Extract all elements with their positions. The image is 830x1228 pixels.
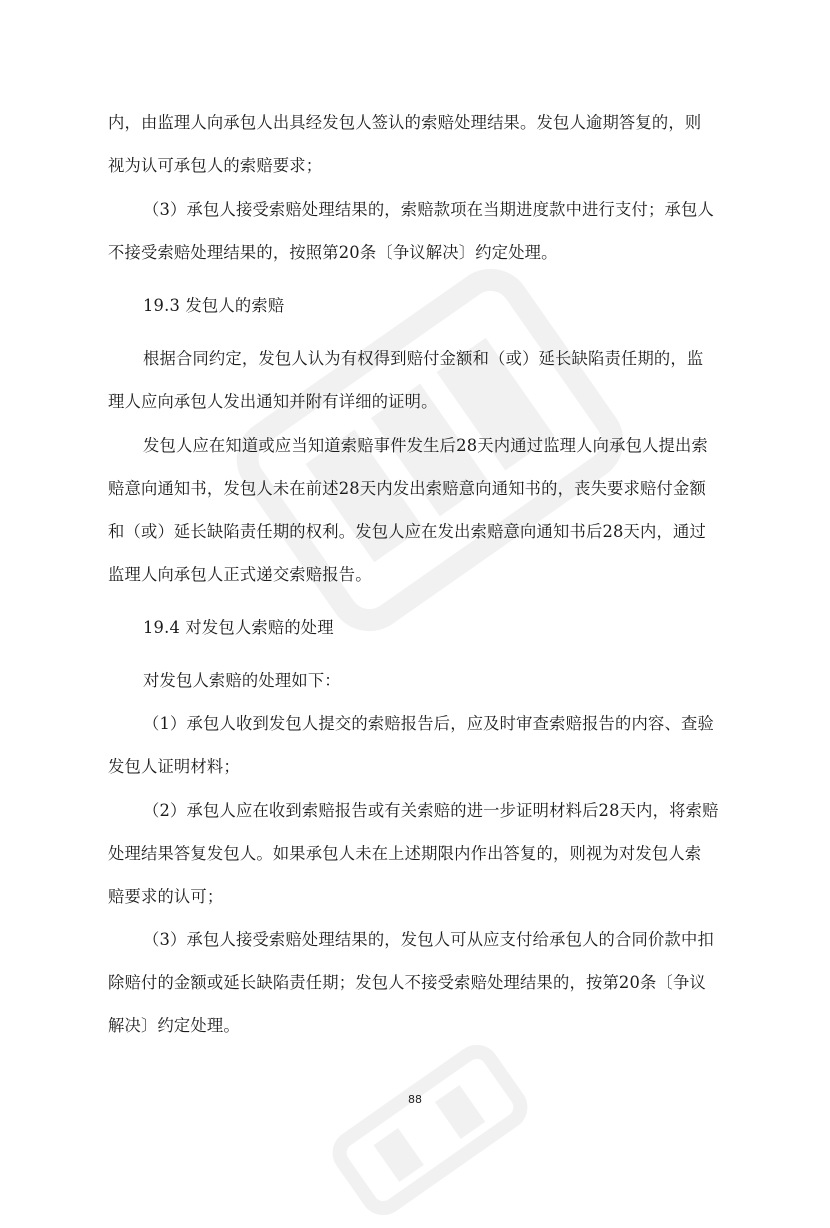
paragraph-line: （3）承包人接受索赔处理结果的，索赔款项在当期进度款中进行支付；承包人 [143, 200, 714, 219]
paragraph-line: 不接受索赔处理结果的，按照第20条〔争议解决〕约定处理。 [108, 243, 558, 262]
page-number: 88 [408, 1093, 422, 1106]
paragraph-line: 解决〕约定处理。 [108, 1016, 240, 1035]
watermark-logo-partial [319, 1032, 540, 1228]
paragraph-line: 和（或）延长缺陷责任期的权利。发包人应在发出索赔意向通知书后28天内，通过 [108, 522, 706, 541]
paragraph-line: （2）承包人应在收到索赔报告或有关索赔的进一步证明材料后28天内，将索赔 [143, 801, 719, 820]
paragraph-line: 发包人证明材料； [108, 757, 240, 776]
paragraph-line: 除赔付的金额或延长缺陷责任期；发包人不接受索赔处理结果的，按第20条〔争议 [108, 973, 706, 992]
paragraph-line: 监理人向承包人正式递交索赔报告。 [108, 565, 372, 584]
paragraph-line: （3）承包人接受索赔处理结果的，发包人可从应支付给承包人的合同价款中扣 [143, 930, 714, 949]
paragraph-line: 发包人应在知道或应当知道索赔事件发生后28天内通过监理人向承包人提出索 [143, 436, 709, 455]
paragraph-line: 对发包人索赔的处理如下： [143, 671, 341, 690]
paragraph-line: 根据合同约定，发包人认为有权得到赔付金额和（或）延长缺陷责任期的，监 [143, 349, 704, 368]
paragraph-line: 视为认可承包人的索赔要求； [108, 156, 323, 175]
paragraph-line: （1）承包人收到发包人提交的索赔报告后，应及时审查索赔报告的内容、查验 [143, 714, 714, 733]
paragraph-line: 赔要求的认可； [108, 887, 224, 906]
paragraph-line: 处理结果答复发包人。如果承包人未在上述期限内作出答复的，则视为对发包人索 [108, 844, 702, 863]
paragraph-line: 内，由监理人向承包人出具经发包人签认的索赔处理结果。发包人逾期答复的，则 [108, 113, 702, 132]
paragraph-line: 理人应向承包人发出通知并附有详细的证明。 [108, 392, 438, 411]
section-heading: 19.4 对发包人索赔的处理 [143, 618, 334, 637]
section-heading: 19.3 发包人的索赔 [143, 296, 285, 315]
paragraph-line: 赔意向通知书，发包人未在前述28天内发出索赔意向通知书的，丧失要求赔付金额 [108, 479, 706, 498]
